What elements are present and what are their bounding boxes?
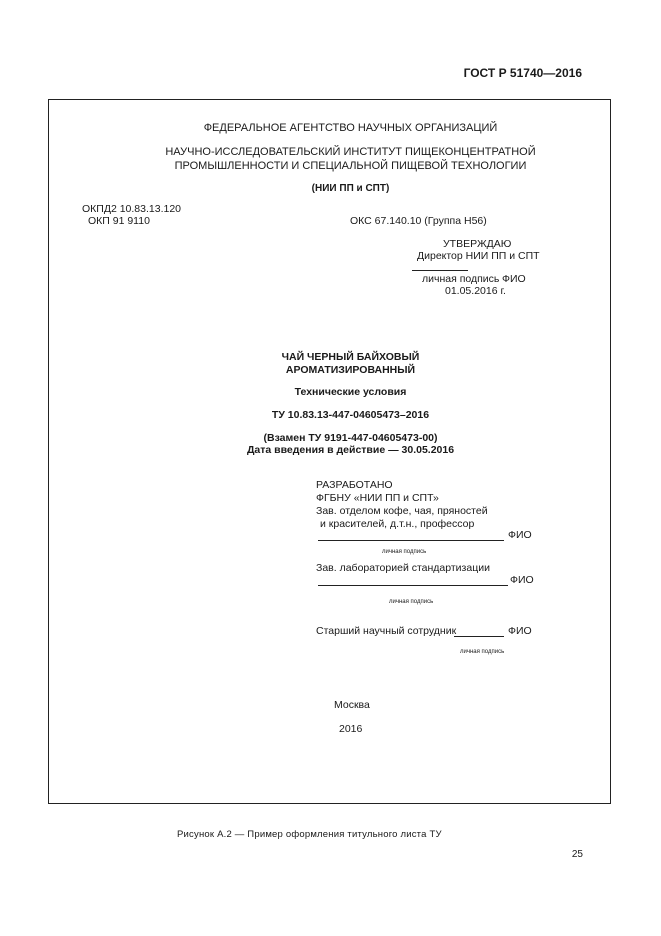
institute-name — [48, 146, 653, 173]
head2-position: Зав. лабораторией стандартизации — [316, 562, 490, 574]
document-type: Технические условия — [294, 386, 407, 398]
head3-position: Старший научный сотрудник — [316, 625, 457, 637]
city: Москва — [334, 699, 370, 711]
director-signature-label: личная подпись — [422, 273, 500, 285]
approve-label: УТВЕРЖДАЮ — [443, 238, 512, 250]
agency-name: ФЕДЕРАЛЬНОЕ АГЕНТСТВО НАУЧНЫХ ОРГАНИЗАЦИЙ — [203, 122, 498, 134]
page-number: 25 — [571, 849, 583, 860]
head3-signature-line — [454, 636, 504, 637]
head1-fio: ФИО — [508, 529, 532, 541]
head1-signature-line — [318, 540, 504, 541]
head3-signature-label: личная подпись — [460, 649, 505, 655]
head1-signature-label: личная подпись — [382, 549, 427, 555]
okpd2-code: ОКПД2 10.83.13.120 — [82, 203, 182, 215]
head2-signature-label: личная подпись — [389, 599, 434, 605]
oks-code: ОКС 67.140.10 (Группа Н56) — [350, 215, 487, 227]
effective-date: Дата введения в действие — 30.05.2016 — [246, 444, 455, 456]
standard-code: ГОСТ Р 51740—2016 — [463, 66, 582, 80]
institute-line-1: НАУЧНО-ИССЛЕДОВАТЕЛЬСКИЙ ИНСТИТУТ ПИЩЕКОНЦЕНТРАТНОЙ — [165, 146, 536, 158]
head1-position-line-1: Зав. отделом кофе, чая, пряностей — [316, 505, 488, 517]
director-fio: ФИО — [502, 273, 526, 285]
institute-abbreviation: (НИИ ПП и СПТ) — [311, 183, 390, 194]
director-position: Директор НИИ ПП и СПТ — [417, 250, 540, 262]
director-signature-line — [412, 270, 468, 271]
product-name-line-2: АРОМАТИЗИРОВАННЫЙ — [285, 364, 416, 376]
tu-number: ТУ 10.83.13-447-04605473–2016 — [271, 409, 430, 421]
year: 2016 — [339, 723, 363, 735]
product-name-line-1: ЧАЙ ЧЕРНЫЙ БАЙХОВЫЙ — [281, 351, 420, 363]
head1-position-line-2: и красителей, д.т.н., профессор — [320, 518, 475, 530]
developer-org: ФГБНУ «НИИ ПП и СПТ» — [316, 492, 439, 504]
head2-fio: ФИО — [510, 574, 534, 586]
head3-fio: ФИО — [508, 625, 532, 637]
institute-line-2: ПРОМЫШЛЕННОСТИ И СПЕЦИАЛЬНОЙ ПИЩЕВОЙ ТЕХНОЛОГИИ — [174, 159, 527, 172]
developed-label: РАЗРАБОТАНО — [316, 479, 393, 491]
okp-code: ОКП 91 9110 — [88, 215, 150, 227]
replaces-note: (Взамен ТУ 9191-447-04605473-00) — [263, 432, 438, 444]
head2-signature-line — [318, 585, 508, 586]
figure-caption: Рисунок А.2 — Пример оформления титульного листа ТУ — [177, 829, 442, 840]
approval-date: 01.05.2016 г. — [445, 285, 506, 297]
